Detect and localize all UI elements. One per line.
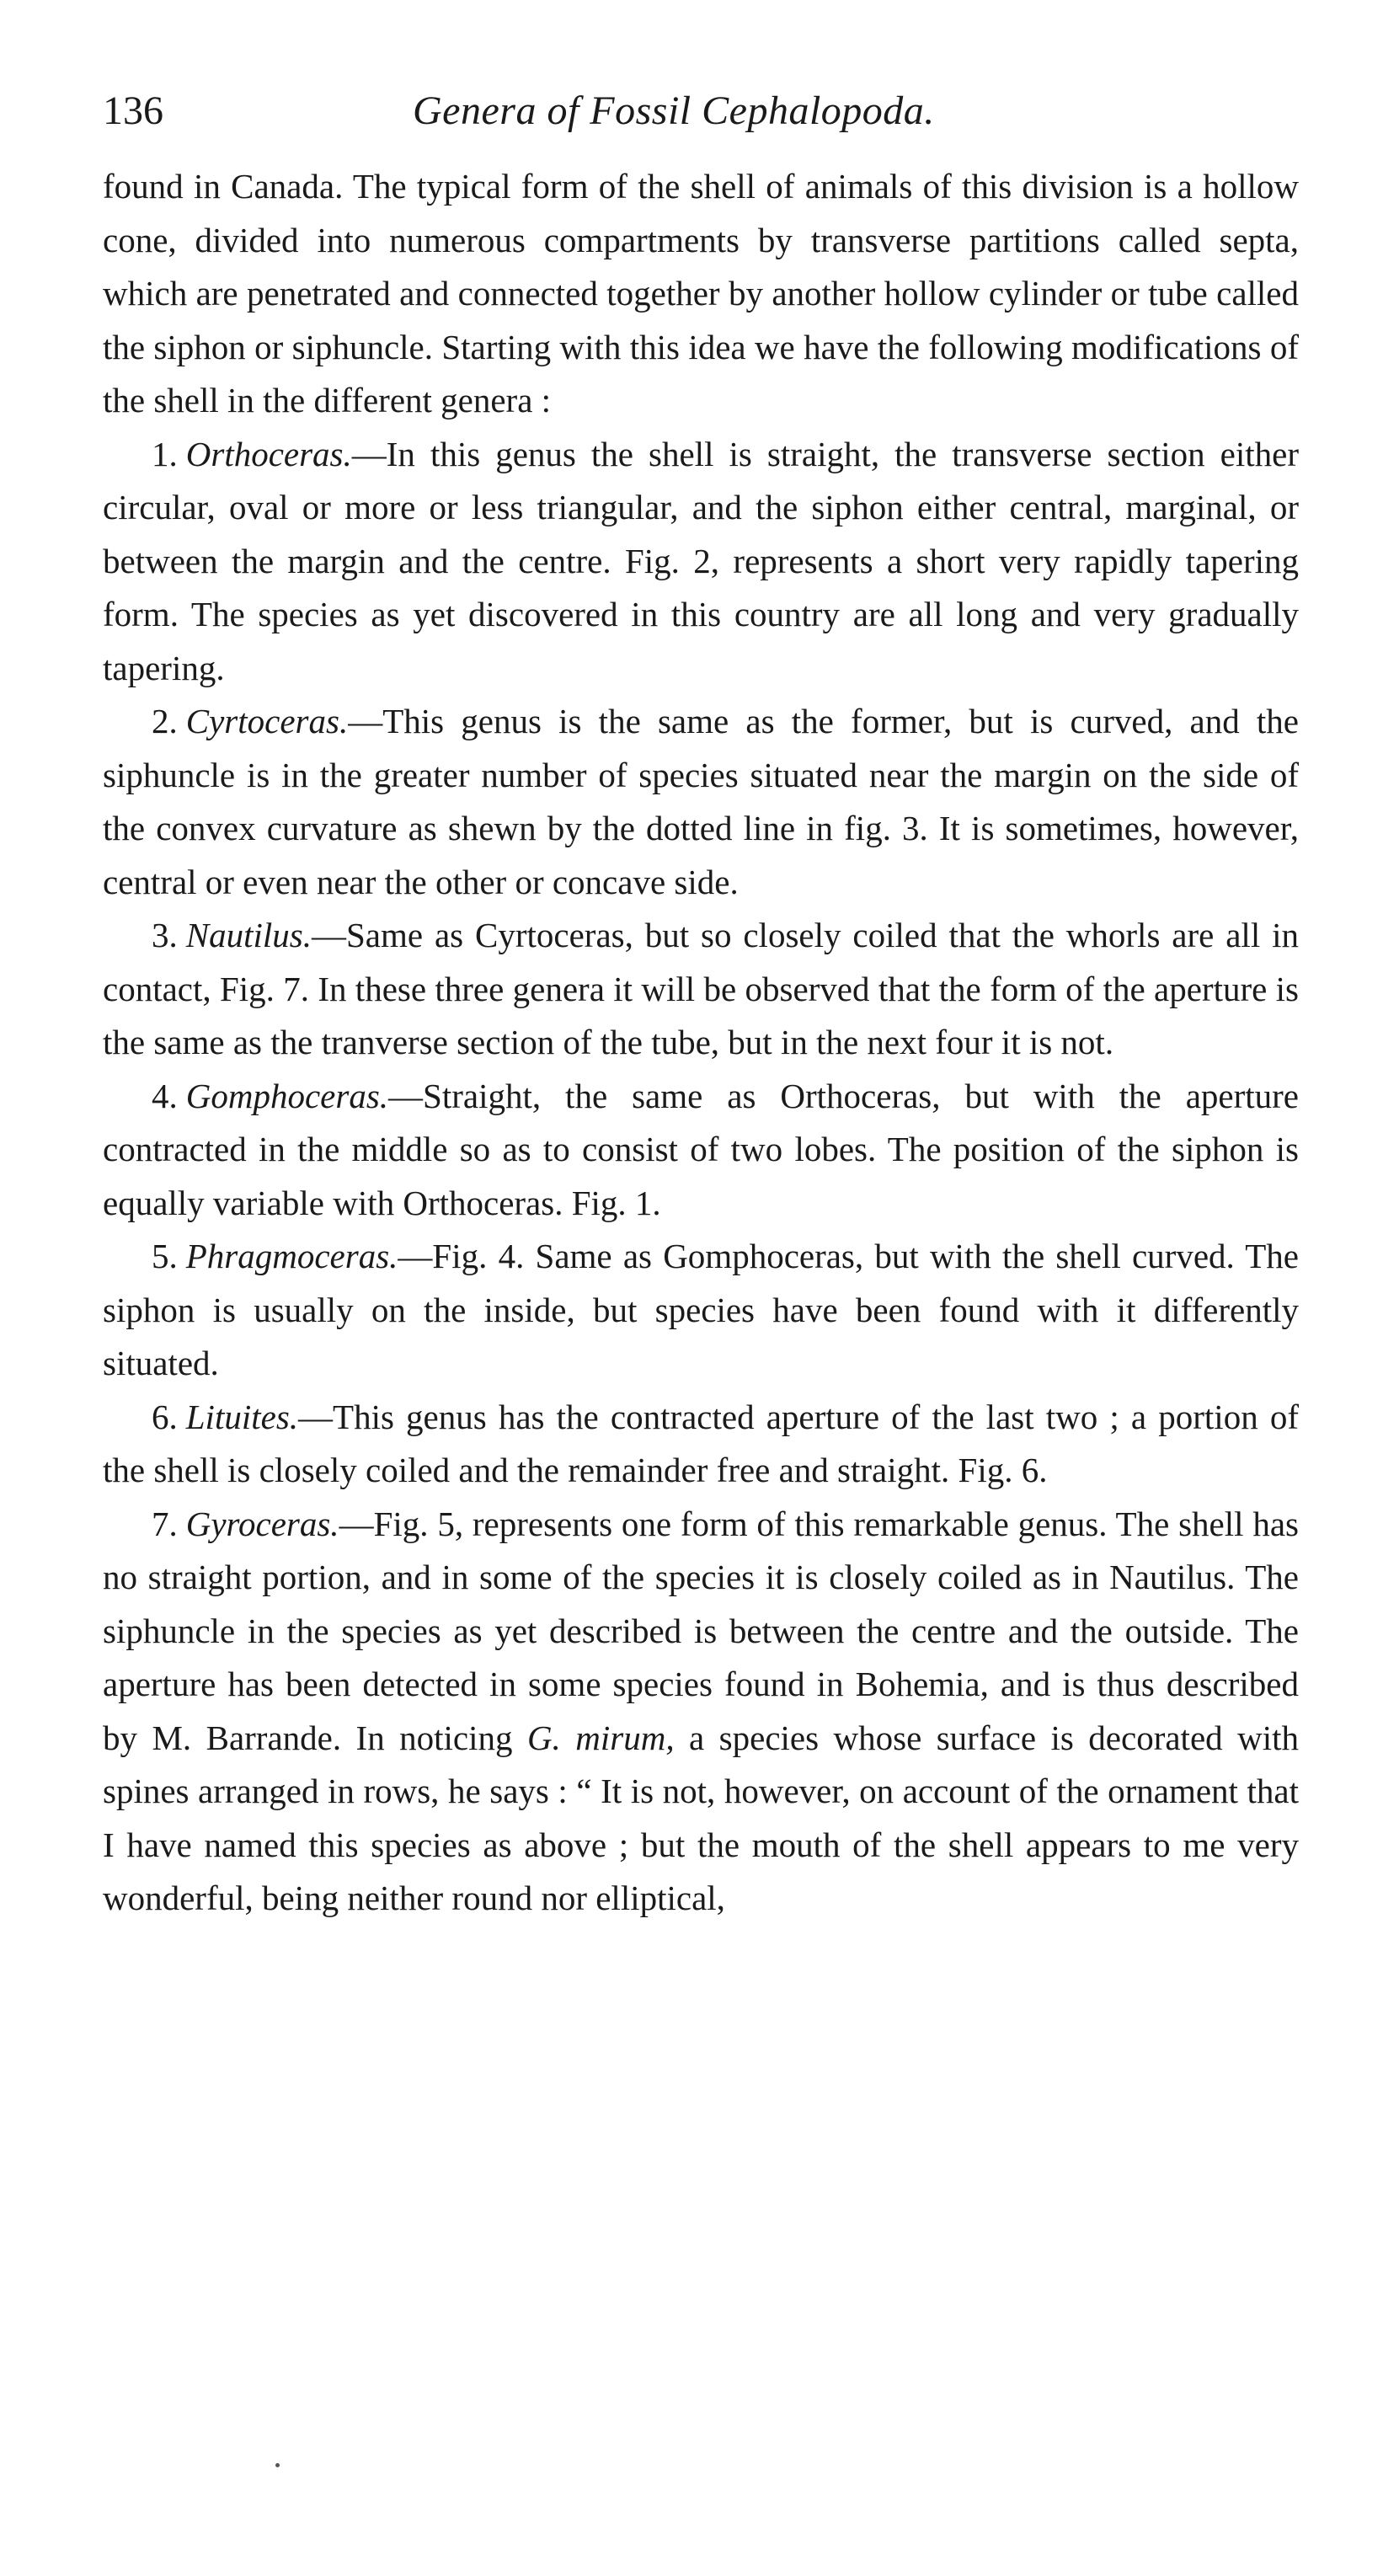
genus-name: Orthoceras. [185, 434, 352, 473]
genus-name: Phragmoceras. [185, 1237, 398, 1275]
stray-print-mark [275, 2463, 280, 2467]
genus-description: —This genus is the same as the former, but is curved, and the siphuncle is in the greater number of species situated near the margin on the side of the convex curvature as shewn by the dotted line in fig. 3. It is sometimes, however, central or even near the other or concave side. [103, 702, 1299, 901]
genus-description: —This genus has the contracted aperture of the last two ; a portion of the shell is closely coiled and the remainder free and straight. Fig. 6. [103, 1397, 1299, 1489]
entry-number: 2. [152, 702, 178, 740]
entry-number: 4. [152, 1076, 178, 1115]
body-text [103, 160, 1299, 1926]
genus-description: —In this genus the shell is straight, the transverse section either circular, oval or more or less triangular, and the siphon either central, marginal, or between the margin and the centre. Fig. 2, represents a short very rapidly tapering form. The species as yet discovered in this country are all long and very gradually tapering. [103, 434, 1299, 687]
entry-number: 6. [152, 1397, 178, 1436]
running-title: Genera of Fossil Cephalopoda. [413, 88, 935, 133]
genus-entry-gyroceras [103, 1498, 1299, 1926]
intro-text: found in Canada. The typical form of the shell of animals of this division is a hollow cone, divided into numerous compartments by transverse partitions called septa, which are penetrated and connected together by another hollow cylinder or tube called the siphon or siphuncle. Starting with this idea we have the following modifications of the shell in the different genera : [103, 167, 1299, 420]
genus-name: Nautilus. [185, 916, 312, 954]
genus-description: —Same as Cyrtoceras, but so closely coiled that the whorls are all in contact, Fig. 7. In these three genera it will be observed that the form of the aperture is the same as the tranverse section of the tube, but in the next four it is not. [103, 916, 1299, 1061]
genus-entry-nautilus [103, 909, 1299, 1070]
running-head [103, 77, 1299, 145]
genus-entry-orthoceras [103, 428, 1299, 696]
genus-description: —Straight, the same as Orthoceras, but with the aperture contracted in the middle so as to consist of two lobes. The position of the siphon is equally variable with Orthoceras. Fig. 1. [103, 1076, 1299, 1222]
page-number: 136 [103, 88, 163, 133]
genus-name: Gomphoceras. [185, 1076, 389, 1115]
genus-description: —Fig. 4. Same as Gomphoceras, but with the shell curved. The siphon is usually on the inside, but species have been found with it differently situated. [103, 1237, 1299, 1382]
genus-name: Lituites. [185, 1397, 299, 1436]
entry-number: 7. [152, 1504, 178, 1543]
genus-description-part-2: a species whose surface is decorated with spines arranged in rows, he says : “ It is not, however, on account of the ornament that I have named this species as above ; but the mouth of the shell appears to me very wonderful, being neither round nor elliptical, [103, 1718, 1299, 1917]
intro-paragraph [103, 160, 1299, 428]
genus-description-part-1: —Fig. 5, represents one form of this remarkable genus. The shell has no straight portion, and in some of the species it is closely coiled as in Nautilus. The siphuncle in the species as yet described is between the centre and the outside. The aperture has been detected in some species found in Bohemia, and is thus described by M. Barrande. In noticing [103, 1504, 1299, 1757]
genus-entry-cyrtoceras [103, 695, 1299, 909]
entry-number: 5. [152, 1237, 178, 1275]
species-name: G. mirum, [526, 1718, 675, 1757]
entry-number: 1. [152, 434, 178, 473]
genus-entry-phragmoceras [103, 1230, 1299, 1391]
entry-number: 3. [152, 916, 178, 954]
genus-entry-lituites [103, 1391, 1299, 1498]
genus-name: Cyrtoceras. [185, 702, 349, 740]
genus-name: Gyroceras. [185, 1504, 339, 1543]
genus-entry-gomphoceras [103, 1070, 1299, 1231]
